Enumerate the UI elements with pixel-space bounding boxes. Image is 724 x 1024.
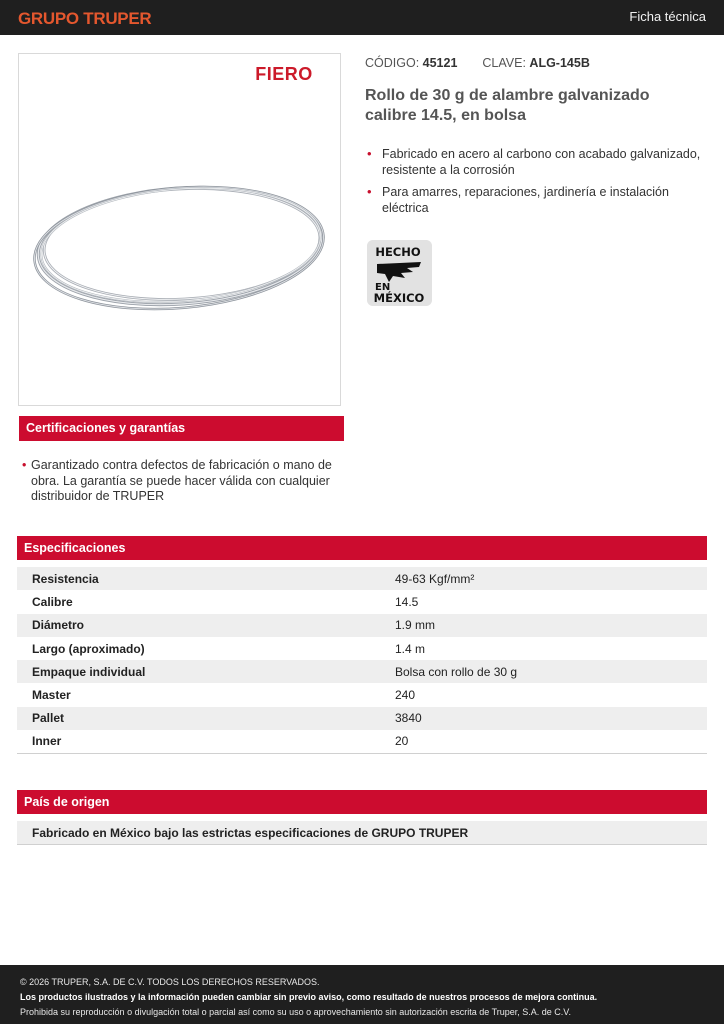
spec-row [17,637,707,660]
hecho-en-mexico-badge [367,240,432,306]
prohibition-text: Prohibida su reproducción o divulgación total o parcial así como su uso o aprovechamiento sin autorización escrita de Truper, S.A. de C.V. [20,1007,571,1017]
disclaimer-text: Los productos ilustrados y la información pueden cambiar sin previo aviso, como resultado de nuestros procesos de mejora continua. [20,992,598,1002]
feature-item: • Para amarres, reparaciones, jardinería e instalación eléctrica [365,184,705,216]
doc-type-label: Ficha técnica [629,9,706,24]
top-bar [0,0,724,35]
product-key: ALG-145B [529,56,590,70]
spec-value: 14.5 [395,594,419,609]
fiero-brand-logo [240,64,328,84]
spec-row [17,614,707,637]
spec-value: 240 [395,688,416,703]
origin-header: País de origen [17,790,707,814]
spec-name: Master [32,688,71,703]
spec-name: Pallet [17,707,380,730]
specifications-header: Especificaciones [17,536,707,560]
feature-list [365,146,705,222]
spec-row [17,660,707,683]
feature-item: • Fabricado en acero al carbono con acabado galvanizado, resistente a la corrosión [365,146,705,178]
wire-coil-image [30,170,330,320]
spec-value: Bolsa con rollo de 30 g [380,660,707,683]
spec-row [17,590,707,613]
specifications-table [17,567,707,754]
spec-value: 20 [380,730,707,753]
certifications-header: Certificaciones y garantías [19,416,344,441]
spec-name: Diámetro [17,614,380,637]
grupo-truper-logo: GRUPO TRUPER [18,9,152,28]
spec-value: 1.4 m [395,641,426,656]
spec-value: 3840 [380,707,707,730]
key-label: CLAVE: [482,56,526,70]
spec-value: 1.9 mm [380,614,707,637]
code-label: CÓDIGO: [365,56,420,70]
product-code: 45121 [422,56,458,70]
spec-name: Empaque individual [17,660,380,683]
product-title: Rollo de 30 g de alambre galvanizado calibre 14.5, en bolsa [365,87,650,124]
badge-mexico-text: MÉXICO [373,291,425,305]
spec-name: Calibre [32,594,73,609]
spec-row [17,707,707,730]
spec-row [17,730,707,753]
spec-row [17,683,707,706]
product-code-line [365,56,590,70]
spec-name: Largo (aproximado) [32,641,145,656]
footer [0,965,724,1024]
spec-row [17,567,707,590]
copyright-text: © 2026 TRUPER, S.A. DE C.V. TODOS LOS DERECHOS RESERVADOS. [20,977,320,987]
badge-top-text: HECHO [375,245,421,259]
origin-text: Fabricado en México bajo las estrictas especificaciones de GRUPO TRUPER [17,821,707,845]
badge-en-text: EN [375,282,391,293]
spec-name: Resistencia [17,567,380,590]
spec-value: 49-63 Kgf/mm² [380,567,707,590]
warranty-text: • Garantizado contra defectos de fabricación o mano de obra. La garantía se puede hacer válida con cualquier distribuidor de TRUPER [22,458,342,505]
spec-name: Inner [17,730,380,753]
fiero-logo-text: FIERO [255,64,313,84]
